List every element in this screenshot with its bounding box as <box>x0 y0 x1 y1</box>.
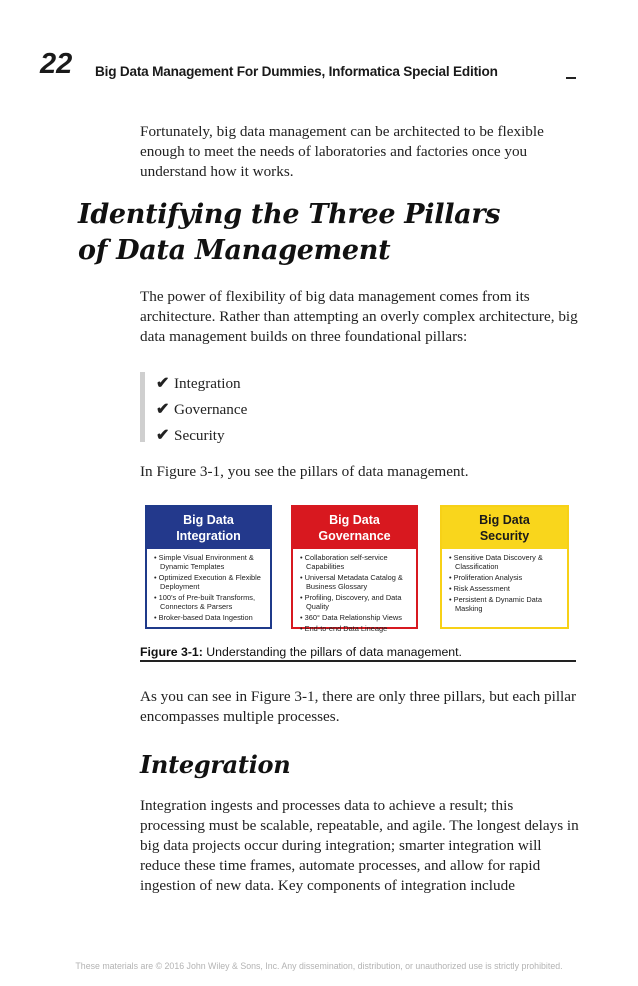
bullet-item-governance <box>156 397 247 423</box>
figure-caption-label: Figure 3-1: <box>140 645 203 659</box>
bullet-label: Security <box>174 427 225 444</box>
pillar-item: • End-to-end Data Lineage <box>300 624 388 634</box>
pillar-item: • Persistent & Dynamic Data Masking <box>449 594 542 613</box>
figure-reference-paragraph: In Figure 3-1, you see the pillars of data management. <box>140 463 469 480</box>
pillar-title-line-1: Big Data <box>479 513 530 527</box>
pillar-item: • Proliferation Analysis <box>449 573 523 583</box>
header-rule <box>566 77 576 79</box>
bullet-list-bar <box>140 372 145 442</box>
pillar-security <box>440 505 569 629</box>
after-figure-paragraph: As you can see in Figure 3-1, there are only three pillars, but each pillar encompasses multiple processes. <box>140 688 577 725</box>
pillar-title-line-1: Big Data <box>183 513 234 527</box>
pillar-item: • Optimized Execution & Flexible Deployment <box>154 573 261 592</box>
check-icon: ✔ <box>156 427 170 444</box>
check-icon: ✔ <box>156 401 170 418</box>
pillar-title-line-1: Big Data <box>329 513 380 527</box>
pillar-item: • Collaboration self-service Capabilities <box>300 553 388 572</box>
page-number: 22 <box>40 48 73 80</box>
running-header-title: Big Data Management For Dummies, Informatica Special Edition <box>95 64 498 79</box>
pillar-item: • Broker-based Data Ingestion <box>154 613 253 623</box>
section-heading <box>78 197 500 269</box>
pillar-item: • 100’s of Pre-built Transforms, Connectors & Parsers <box>154 593 256 612</box>
section-heading-line-1: Identifying the Three Pillars <box>78 199 501 230</box>
bullet-label: Governance <box>174 401 248 418</box>
pillar-item: • Sensitive Data Discovery & Classification <box>449 553 543 572</box>
bullet-item-security <box>156 423 247 449</box>
pillar-title-line-2: Governance <box>318 529 391 543</box>
bullet-item-integration <box>156 371 247 397</box>
pillar-governance <box>291 505 418 634</box>
pillar-header <box>442 507 567 549</box>
pillar-item: • Universal Metadata Catalog & Business Glossary <box>300 573 403 592</box>
pillar-item: • Risk Assessment <box>449 583 510 593</box>
pillar-item: • 360° Data Relationship Views <box>300 613 402 623</box>
bullet-label: Integration <box>174 375 241 392</box>
pillar-item: • Profiling, Discovery, and Data Quality <box>300 593 402 612</box>
pillar-integration <box>145 505 272 629</box>
section-heading-line-2: of Data Management <box>78 235 391 266</box>
intro-paragraph: Fortunately, big data management can be architected to be flexible enough to meet the needs of laboratories and factories once you understand how it works. <box>140 123 544 180</box>
bullet-list <box>156 371 247 449</box>
figure-caption <box>140 645 462 659</box>
check-icon: ✔ <box>156 375 170 392</box>
pillar-item-list <box>147 549 270 626</box>
pillars-intro-paragraph: The power of flexibility of big data management comes from its architecture. Rather than attempting an overly complex architecture, big data management builds on three foundational pillars: <box>140 288 578 345</box>
pillar-title-line-2: Integration <box>176 529 241 543</box>
pillar-header <box>293 507 416 549</box>
pillar-item-list <box>293 549 416 637</box>
caption-rule <box>140 660 576 662</box>
figure-caption-text: Understanding the pillars of data management. <box>202 645 462 659</box>
pillar-item-list <box>442 549 567 617</box>
integration-paragraph: Integration ingests and processes data to achieve a result; this processing must be scalable, repeatable, and agile. The longest delays in big data projects occur during integration; smarter integration will reduce these time frames, automate processes, and allow for rapid ingestion of new data. Key components of integration include <box>140 797 579 894</box>
subsection-heading: Integration <box>140 750 291 779</box>
copyright-footer: These materials are © 2016 John Wiley & Sons, Inc. Any dissemination, distribution, or unauthorized use is strictly prohibited. <box>75 961 563 971</box>
pillar-header <box>147 507 270 549</box>
pillar-title-line-2: Security <box>479 529 530 543</box>
pillar-item: • Simple Visual Environment & Dynamic Templates <box>154 553 254 572</box>
